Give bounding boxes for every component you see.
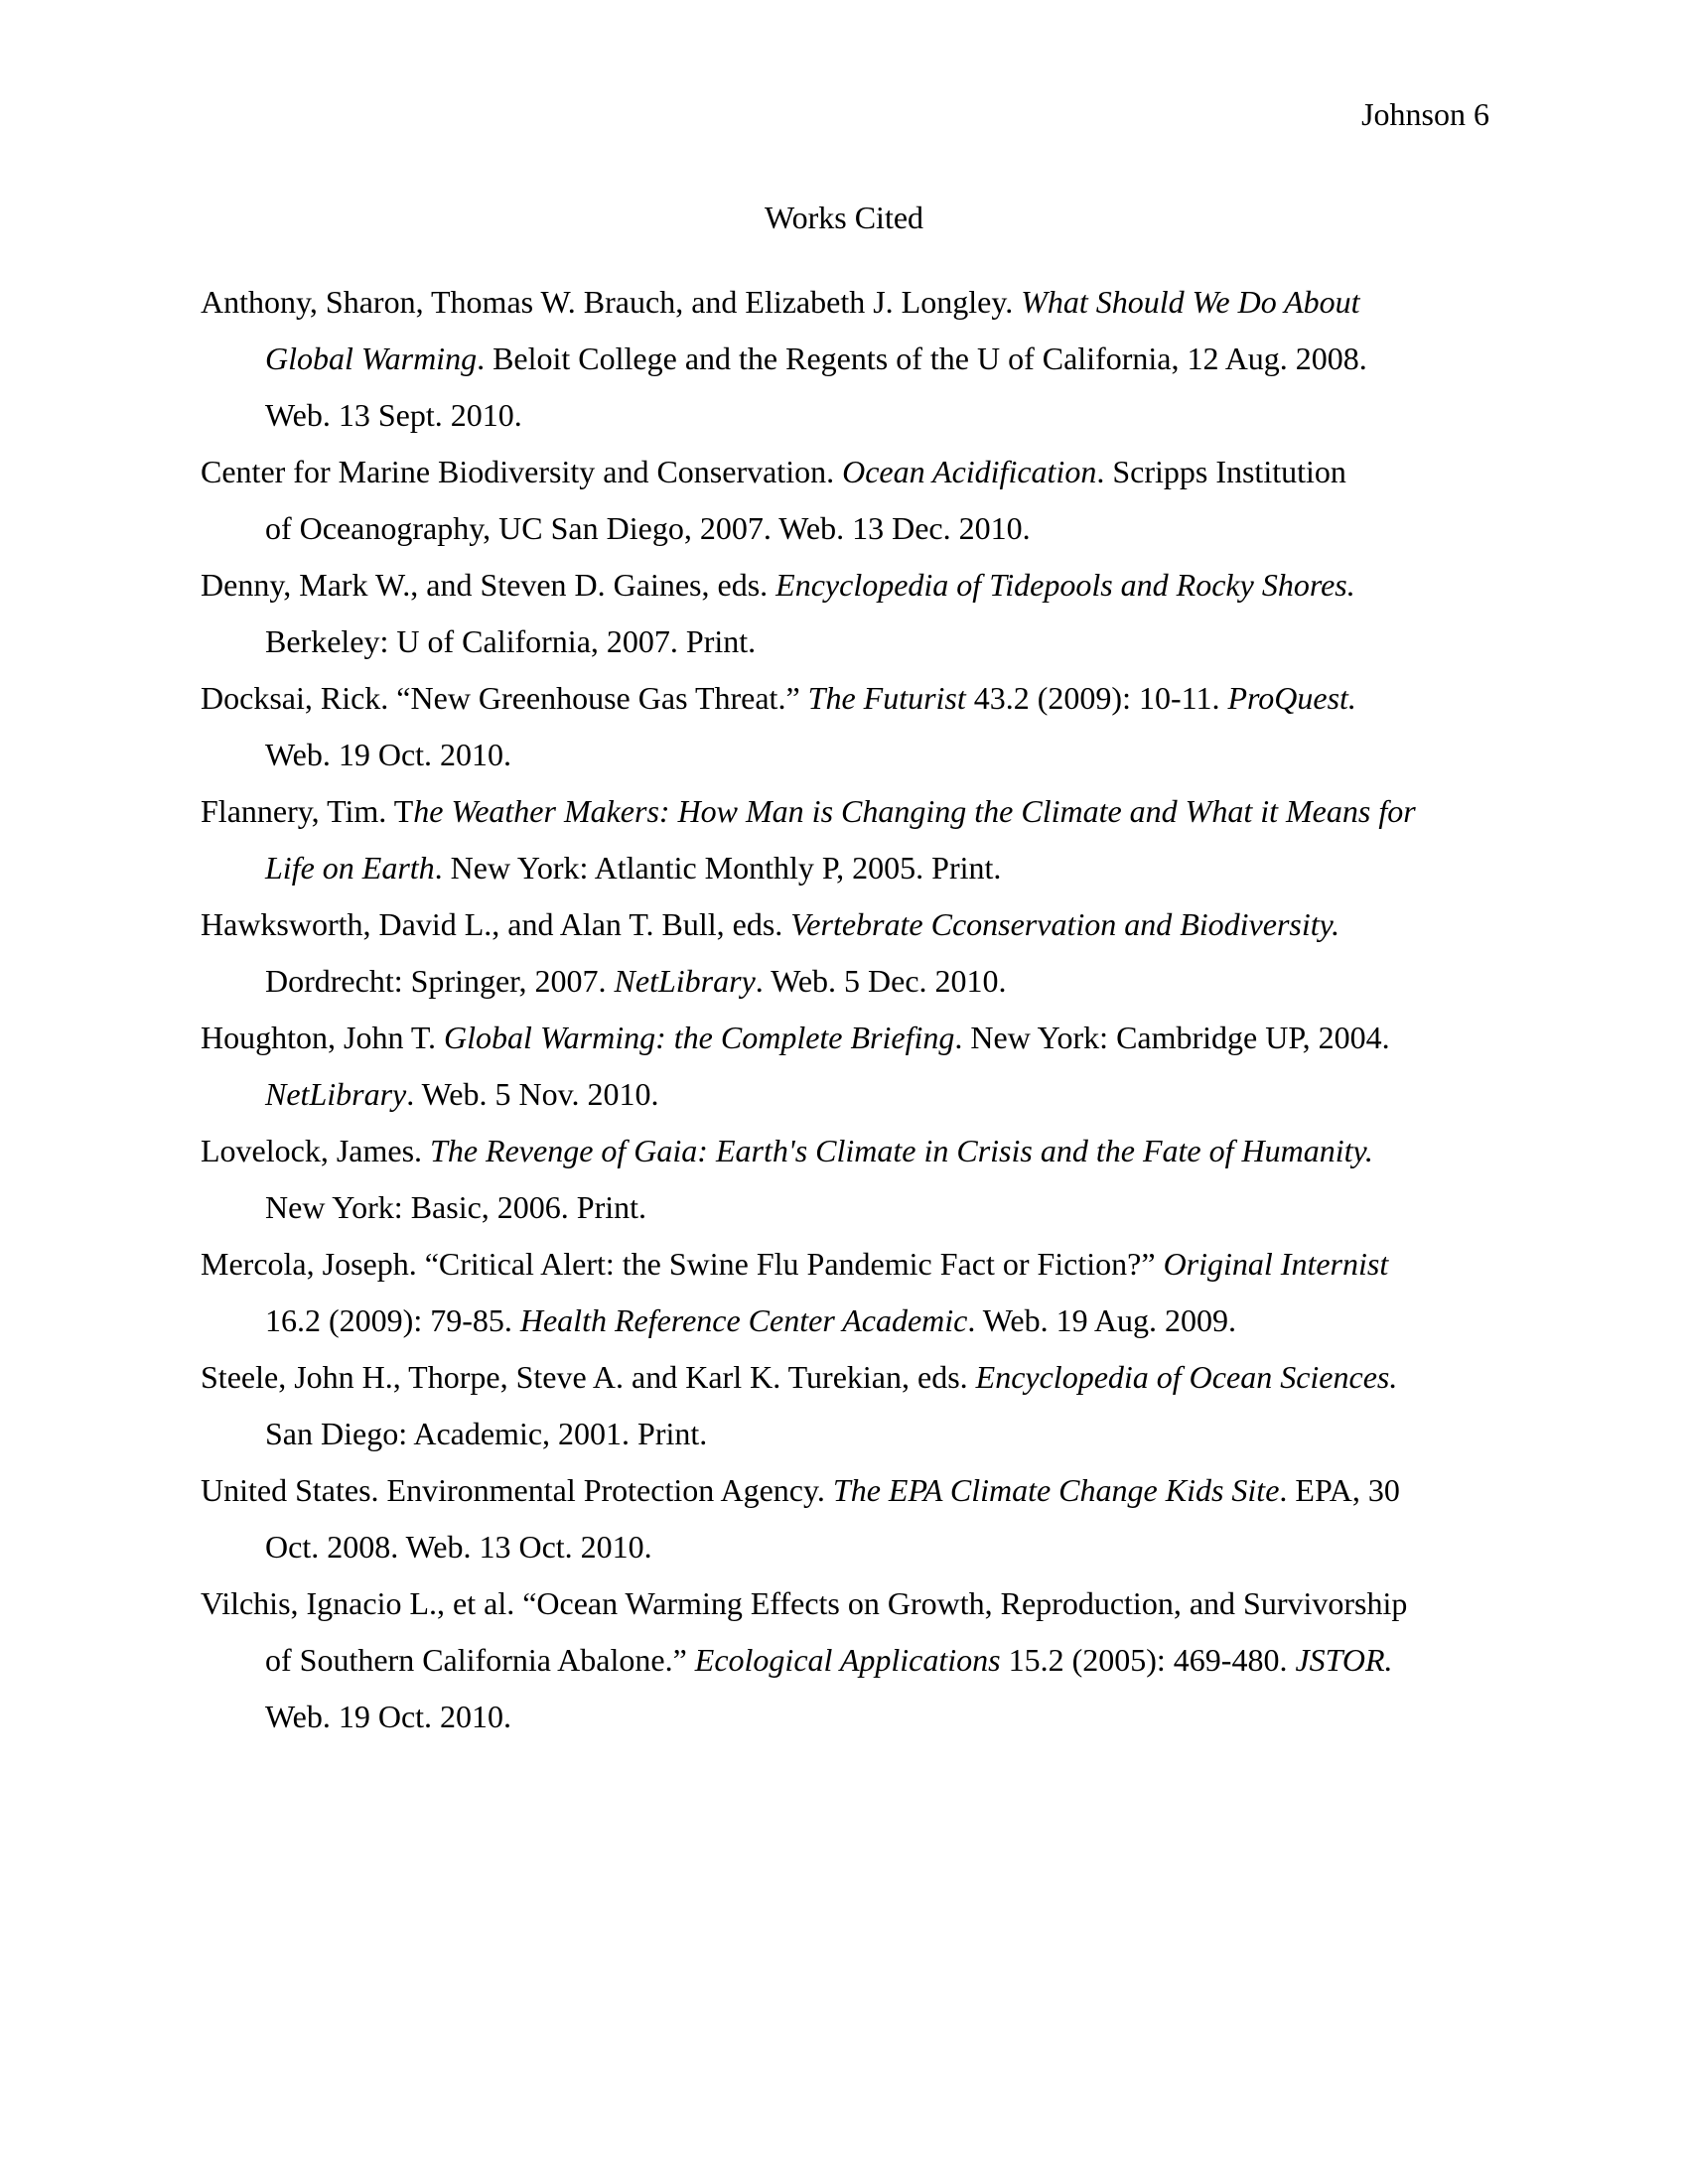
works-cited-entry: [201, 274, 1491, 444]
citation-line: [201, 1349, 1491, 1406]
citation-line: [201, 1519, 1491, 1575]
citation-line: [201, 1010, 1491, 1066]
citation-italic-text: Original Internist: [1163, 1246, 1389, 1282]
citation-line: [201, 896, 1491, 953]
citation-line: [201, 1575, 1491, 1632]
citation-text: Hawksworth, David L., and Alan T. Bull, eds.: [201, 906, 791, 942]
citation-text: Flannery, Tim. T: [201, 793, 414, 829]
citation-italic-text: Life on Earth: [265, 850, 435, 886]
citation-text: . New York: Cambridge UP, 2004.: [954, 1020, 1390, 1055]
works-cited-entry: [201, 1349, 1491, 1462]
citation-italic-text: The Futurist: [807, 680, 966, 716]
citation-line: [201, 727, 1491, 783]
citation-italic-text: Ecological Applications: [694, 1642, 1001, 1678]
citation-text: . Web. 19 Aug. 2009.: [967, 1302, 1236, 1338]
citation-text: . Scripps Institution: [1096, 454, 1346, 489]
citation-line: [201, 1462, 1491, 1519]
citation-text: of Oceanography, UC San Diego, 2007. Web. 13 Dec. 2010.: [265, 510, 1031, 546]
citation-text: Denny, Mark W., and Steven D. Gaines, eds.: [201, 567, 776, 603]
citation-text: Lovelock, James.: [201, 1133, 431, 1168]
citation-italic-text: Encyclopedia of Tidepools and Rocky Shores.: [775, 567, 1355, 603]
citation-text: United States. Environmental Protection Agency.: [201, 1472, 833, 1508]
works-cited-entry: [201, 1010, 1491, 1123]
citation-italic-text: Vertebrate Cconservation and Biodiversity.: [790, 906, 1340, 942]
works-cited-entry: [201, 670, 1491, 783]
citation-text: . Web. 5 Nov. 2010.: [406, 1076, 659, 1112]
citation-text: Web. 19 Oct. 2010.: [265, 1699, 512, 1734]
citation-text: Berkeley: U of California, 2007. Print.: [265, 623, 757, 659]
citation-text: 16.2 (2009): 79-85.: [265, 1302, 520, 1338]
citation-italic-text: The Revenge of Gaia: Earth's Climate in Crisis and the Fate of Humanity.: [430, 1133, 1373, 1168]
citation-italic-text: Ocean Acidification: [842, 454, 1097, 489]
citation-line: [201, 614, 1491, 670]
citation-text: Mercola, Joseph. “Critical Alert: the Swine Flu Pandemic Fact or Fiction?”: [201, 1246, 1164, 1282]
citation-line: [201, 783, 1491, 840]
citation-line: [201, 1123, 1491, 1179]
citation-italic-text: ProQuest.: [1227, 680, 1356, 716]
citation-text: 43.2 (2009): 10-11.: [965, 680, 1228, 716]
citation-italic-text: NetLibrary: [614, 963, 756, 999]
citation-line: [201, 557, 1491, 614]
citation-italic-text: Global Warming: [265, 341, 478, 376]
citation-text: Steele, John H., Thorpe, Steve A. and Karl K. Turekian, eds.: [201, 1359, 976, 1395]
citation-text: 15.2 (2005): 469-480.: [1000, 1642, 1296, 1678]
citation-text: Web. 13 Sept. 2010.: [265, 397, 522, 433]
citation-line: [201, 1406, 1491, 1462]
citation-line: [201, 1179, 1491, 1236]
citation-text: Anthony, Sharon, Thomas W. Brauch, and Elizabeth J. Longley.: [201, 284, 1022, 320]
citation-italic-text: What Should We Do About: [1021, 284, 1360, 320]
works-cited-entry: [201, 1462, 1491, 1575]
works-cited-entry: [201, 1236, 1491, 1349]
citation-line: [201, 331, 1491, 387]
citation-text: San Diego: Academic, 2001. Print.: [265, 1416, 708, 1451]
citation-line: [201, 1293, 1491, 1349]
citation-text: Vilchis, Ignacio L., et al. “Ocean Warming Effects on Growth, Reproduction, and Survivorship: [201, 1585, 1408, 1621]
works-cited-entry: [201, 783, 1491, 896]
citation-text: Web. 19 Oct. 2010.: [265, 737, 512, 772]
citation-text: . Web. 5 Dec. 2010.: [755, 963, 1007, 999]
citation-text: Houghton, John T.: [201, 1020, 445, 1055]
citation-text: . EPA, 30: [1279, 1472, 1400, 1508]
citation-line: [201, 1689, 1491, 1745]
page-title: Works Cited: [764, 200, 924, 235]
citation-italic-text: Health Reference Center Academic: [519, 1302, 968, 1338]
citation-line: [201, 274, 1491, 331]
citation-text: . Beloit College and the Regents of the U of California, 12 Aug. 2008.: [477, 341, 1367, 376]
citation-text: Dordrecht: Springer, 2007.: [265, 963, 615, 999]
citation-italic-text: JSTOR.: [1295, 1642, 1393, 1678]
citation-line: [201, 1236, 1491, 1293]
page-header-author-page-number: Johnson 6: [1361, 96, 1489, 132]
citation-line: [201, 840, 1491, 896]
citation-text: Oct. 2008. Web. 13 Oct. 2010.: [265, 1529, 652, 1565]
citation-line: [201, 670, 1491, 727]
citation-text: Center for Marine Biodiversity and Conservation.: [201, 454, 843, 489]
citation-line: [201, 444, 1491, 500]
works-cited-entry: [201, 557, 1491, 670]
citation-italic-text: The EPA Climate Change Kids Site: [832, 1472, 1280, 1508]
works-cited-entry: [201, 1123, 1491, 1236]
citation-text: New York: Basic, 2006. Print.: [265, 1189, 647, 1225]
citation-line: [201, 500, 1491, 557]
citation-text: Docksai, Rick. “New Greenhouse Gas Threat.”: [201, 680, 808, 716]
citation-italic-text: Encyclopedia of Ocean Sciences.: [975, 1359, 1398, 1395]
works-cited-list: [201, 274, 1491, 1745]
citation-italic-text: Global Warming: the Complete Briefing: [444, 1020, 955, 1055]
citation-line: [201, 387, 1491, 444]
citation-line: [201, 953, 1491, 1010]
citation-italic-text: NetLibrary: [265, 1076, 407, 1112]
citation-line: [201, 1066, 1491, 1123]
citation-text: . New York: Atlantic Monthly P, 2005. Print.: [434, 850, 1002, 886]
citation-text: of Southern California Abalone.”: [265, 1642, 695, 1678]
works-cited-entry: [201, 1575, 1491, 1745]
citation-italic-text: he Weather Makers: How Man is Changing the Climate and What it Means for: [413, 793, 1416, 829]
citation-line: [201, 1632, 1491, 1689]
works-cited-entry: [201, 896, 1491, 1010]
works-cited-entry: [201, 444, 1491, 557]
